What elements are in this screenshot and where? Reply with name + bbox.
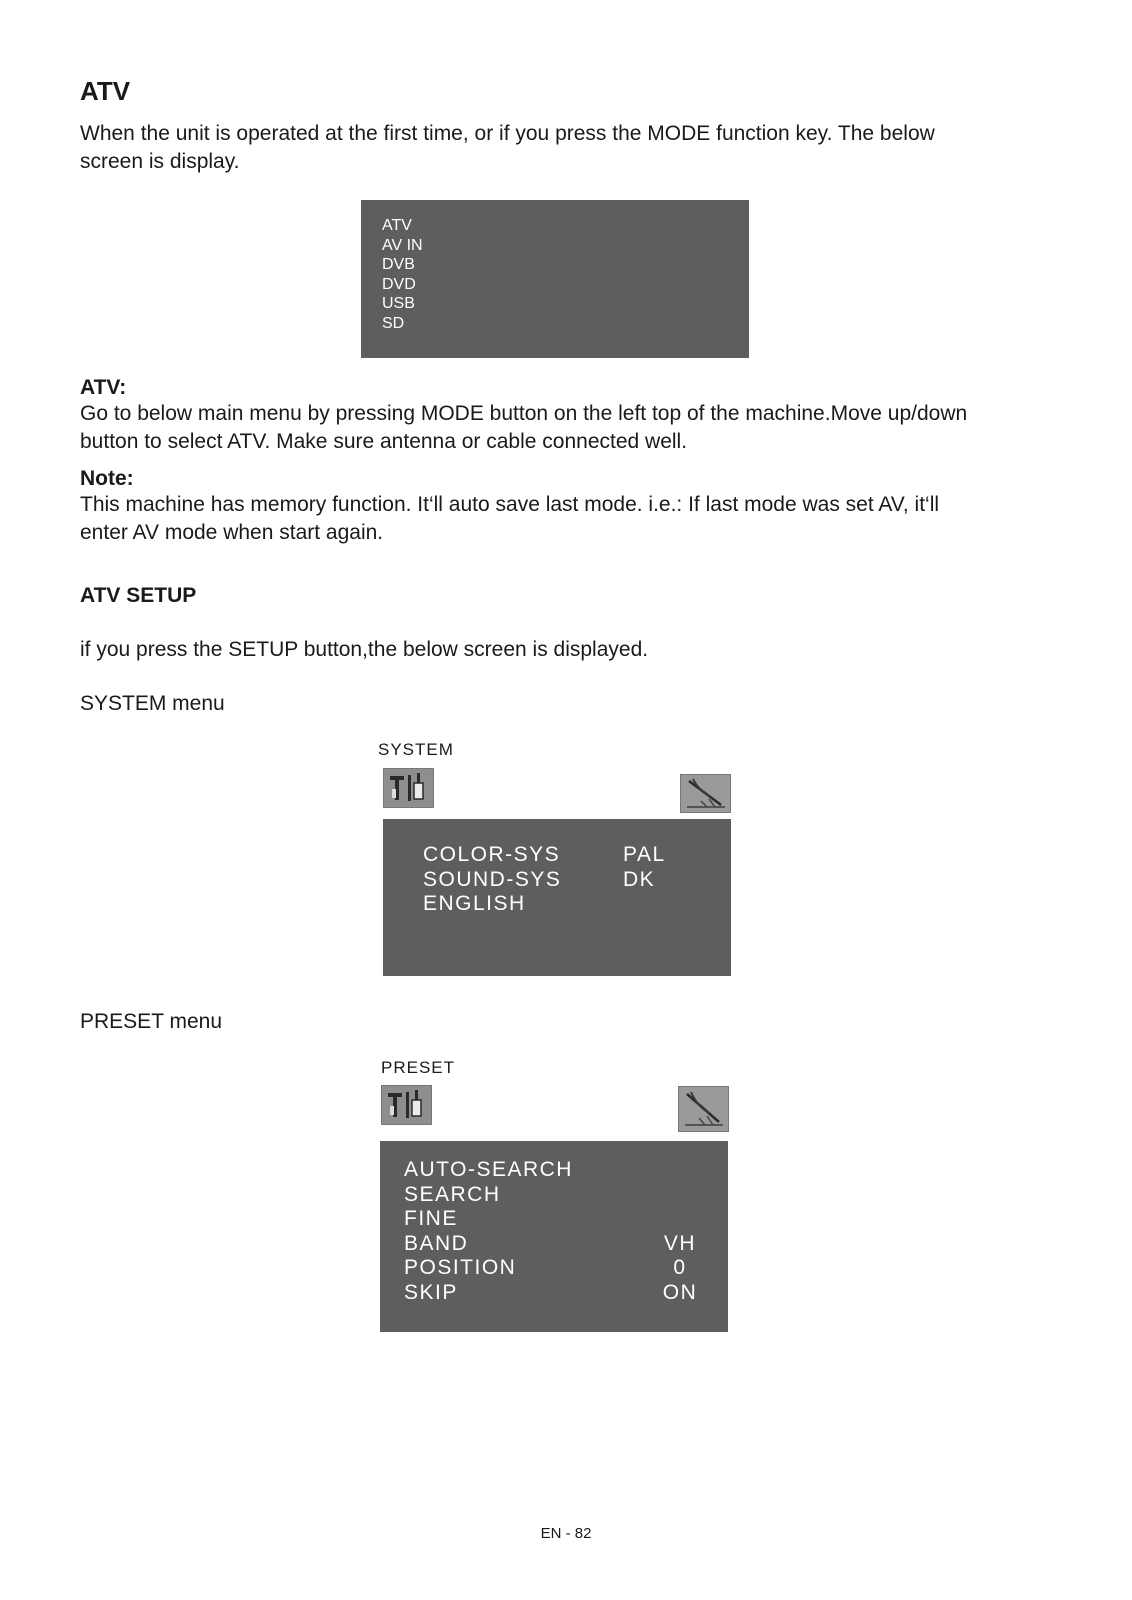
menu-value: DK bbox=[623, 867, 656, 891]
preset-menu-list bbox=[404, 1158, 700, 1306]
mode-menu-list bbox=[382, 216, 423, 333]
setup-heading: ATV SETUP bbox=[80, 584, 197, 607]
preset-caption: PRESET menu bbox=[80, 1010, 223, 1033]
mode-item-atv[interactable]: ATV bbox=[382, 217, 412, 234]
setup-tab-icon[interactable] bbox=[383, 768, 434, 808]
preset-menu-title: PRESET bbox=[381, 1058, 456, 1077]
page-title: ATV bbox=[80, 76, 131, 106]
menu-value bbox=[660, 1158, 700, 1183]
system-menu-title: SYSTEM bbox=[378, 740, 454, 759]
system-menu-screen bbox=[383, 819, 731, 976]
menu-value: VH bbox=[663, 1231, 697, 1255]
satellite-dish-icon bbox=[681, 775, 730, 812]
menu-value bbox=[660, 1207, 700, 1232]
menu-item-auto-search[interactable]: AUTO-SEARCH bbox=[404, 1158, 700, 1183]
menu-item-search[interactable]: SEARCH bbox=[404, 1183, 700, 1208]
tools-settings-icon bbox=[382, 1086, 431, 1124]
menu-item-fine[interactable]: FINE bbox=[404, 1207, 700, 1232]
setup-intro: if you press the SETUP button,the below screen is displayed. bbox=[80, 638, 649, 661]
setup-tab-icon[interactable] bbox=[381, 1085, 432, 1125]
system-caption: SYSTEM menu bbox=[80, 692, 225, 715]
menu-item-color-sys[interactable]: COLOR-SYS PAL bbox=[423, 843, 673, 868]
intro-paragraph: When the unit is operated at the first time, or if you press the MODE function key. The below screen is display. bbox=[80, 122, 935, 173]
atv-paragraph: Go to below main menu by pressing MODE button on the left top of the machine.Move up/down button to select ATV. Make sure antenna or cable connected well. bbox=[80, 402, 968, 453]
mode-item-dvd[interactable]: DVD bbox=[382, 275, 416, 293]
menu-value: PAL bbox=[623, 843, 666, 866]
note-paragraph: This machine has memory function. It‘ll auto save last mode. i.e.: If last mode was set AV, it‘ll enter AV mode when start again. bbox=[80, 493, 940, 544]
preset-menu-screen bbox=[380, 1141, 728, 1332]
exit-tab-icon[interactable] bbox=[680, 774, 731, 813]
mode-item-usb[interactable]: USB bbox=[382, 295, 415, 312]
note-heading: Note: bbox=[80, 467, 134, 490]
menu-item-language[interactable]: ENGLISH bbox=[423, 892, 673, 917]
menu-value bbox=[623, 892, 673, 917]
mode-menu-screen bbox=[361, 200, 749, 358]
menu-value: 0 bbox=[673, 1256, 687, 1280]
satellite-dish-icon bbox=[679, 1087, 728, 1131]
atv-subheading: ATV: bbox=[80, 376, 127, 399]
menu-item-band[interactable]: BAND VH bbox=[404, 1232, 700, 1257]
tools-settings-icon bbox=[384, 769, 433, 807]
exit-tab-icon[interactable] bbox=[678, 1086, 729, 1132]
mode-item-dvb[interactable]: DVB bbox=[382, 256, 415, 273]
mode-item-sd[interactable]: SD bbox=[382, 314, 405, 332]
system-menu-list bbox=[423, 843, 673, 917]
mode-item-av-in[interactable]: AV IN bbox=[382, 236, 423, 254]
menu-item-skip[interactable]: SKIP ON bbox=[404, 1281, 700, 1306]
menu-item-sound-sys[interactable]: SOUND-SYS DK bbox=[423, 868, 673, 893]
menu-item-position[interactable]: POSITION 0 bbox=[404, 1256, 700, 1281]
menu-value: ON bbox=[662, 1280, 698, 1304]
menu-value bbox=[660, 1183, 700, 1208]
page-number: EN - 82 bbox=[540, 1525, 592, 1542]
